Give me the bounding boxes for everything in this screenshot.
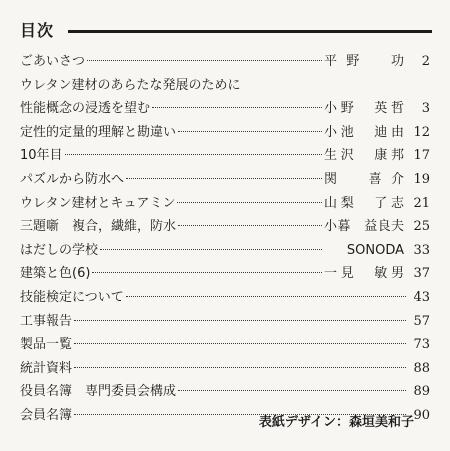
entry-page-number: 88: [413, 360, 430, 376]
heading-rule: [68, 30, 432, 33]
dot-leader: [126, 296, 406, 297]
entry-author: 関 喜介: [324, 171, 404, 187]
toc-heading: 目次: [20, 21, 55, 40]
entry-page-number: 89: [413, 384, 430, 400]
dot-leader: [126, 178, 322, 179]
toc-entry: [20, 121, 430, 145]
toc-entry: [20, 215, 430, 239]
toc-entry: [20, 333, 430, 357]
entry-title: ウレタン建材のあらたな発展のために: [20, 77, 241, 93]
dot-leader: [178, 390, 406, 391]
toc-entry: [20, 192, 430, 216]
entry-author: 小池 迪由: [324, 124, 404, 140]
entry-title: 会員名簿: [20, 407, 73, 423]
dot-leader: [100, 249, 322, 250]
toc-entry: [20, 74, 430, 98]
entry-author: 平野 功: [324, 54, 404, 69]
entry-page-number: 43: [413, 289, 430, 305]
dot-leader: [152, 107, 322, 108]
dot-leader: [92, 272, 322, 273]
toc-entry: [20, 262, 430, 286]
entry-title: 技能検定について: [20, 289, 124, 305]
entry-title: 性能概念の浸透を望む: [20, 101, 151, 117]
entry-title: 工事報告: [20, 313, 73, 329]
entry-author: 小野 英哲: [324, 101, 404, 117]
entry-title: 役員名簿 専門委員会構成: [20, 384, 177, 400]
entry-page-number: 57: [413, 313, 430, 329]
table-of-contents: [20, 50, 430, 428]
entry-title: 製品一覧: [20, 337, 73, 353]
entry-page-number: 17: [413, 148, 430, 164]
entry-title: 建築と色(6): [20, 266, 91, 282]
dot-leader: [74, 343, 406, 344]
entry-title: 三題噺 複合，繊維，防水: [20, 219, 177, 235]
toc-entry: [20, 310, 430, 334]
entry-page-number: 37: [413, 266, 430, 282]
entry-page-number: 19: [413, 171, 430, 187]
toc-entry: [20, 144, 430, 168]
toc-entry: [20, 357, 430, 381]
entry-title: 統計資料: [20, 360, 73, 376]
entry-title: パズルから防水へ: [20, 171, 125, 187]
toc-entry: [20, 97, 430, 121]
entry-author: 生沢 康邦: [324, 148, 404, 164]
toc-entry: [20, 168, 430, 192]
entry-page-number: 90: [413, 407, 430, 423]
toc-entry: [20, 50, 430, 74]
toc-header: [20, 10, 432, 40]
toc-entry: [20, 239, 430, 263]
entry-title: はだしの学校: [20, 242, 99, 258]
dot-leader: [177, 202, 322, 203]
toc-entry: [20, 286, 430, 310]
dot-leader: [178, 225, 322, 226]
entry-title: ごあいさつ: [20, 54, 86, 69]
entry-title: 定性的定量的理解と勘違い: [20, 124, 177, 140]
entry-page-number: 2: [421, 54, 430, 69]
cover-design-credit: 表紙デザイン：森垣美和子: [258, 415, 414, 430]
dot-leader: [74, 320, 406, 321]
dot-leader: [178, 131, 322, 132]
entry-author: SONODA: [346, 242, 404, 258]
toc-entry: [20, 380, 430, 404]
entry-page-number: 73: [413, 337, 430, 353]
entry-author: 小暮 益良夫: [324, 219, 404, 235]
entry-author: 山梨 了志: [324, 195, 404, 211]
dot-leader: [74, 367, 406, 368]
entry-page-number: 12: [413, 124, 430, 140]
dot-leader: [65, 154, 322, 155]
entry-page-number: 25: [413, 219, 430, 235]
entry-title: 10年目: [20, 148, 63, 164]
entry-title: ウレタン建材とキュアミン: [20, 195, 176, 211]
dot-leader: [87, 60, 322, 61]
entry-page-number: 3: [421, 101, 430, 117]
entry-page-number: 21: [413, 195, 430, 211]
entry-author: 一見 敏男: [324, 266, 404, 282]
entry-page-number: 33: [413, 242, 430, 258]
